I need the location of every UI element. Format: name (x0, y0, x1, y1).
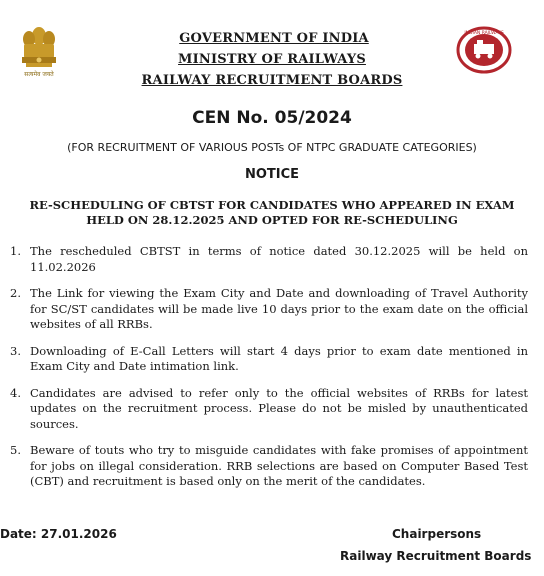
item-text: The rescheduled CBTST in terms of notice dated 30.12.2025 will be held on 11.02.2026 (30, 244, 528, 274)
item-text: Downloading of E-Call Letters will start 4 days prior to exam date mentioned in Exam City and Date intimation link. (30, 343, 528, 373)
emblem-caption: सत्यमेव जयते (24, 71, 54, 78)
signatory-title: Chairpersons (392, 527, 482, 541)
item-text: Candidates are advised to refer only to the official websites of RRBs for latest updates on the recruitment process. Please do not be misled by unauthenticated sources. (30, 385, 528, 431)
notice-title: NOTICE (244, 167, 300, 182)
rescheduling-title (14, 198, 530, 228)
header-ministry: MINISTRY OF RAILWAYS (178, 52, 366, 67)
item-number: 3. (10, 343, 21, 358)
item-text: Beware of touts who try to misguide candidates with fake promises of appointment for jobs on illegal consideration. RRB selections are based on Computer Based Test (CBT) and recruitment is based only on the merit of the candidates. (30, 443, 528, 488)
item-number: 5. (10, 443, 21, 457)
signatory-organization: Railway Recruitment Boards (340, 549, 532, 563)
item-number: 1. (10, 244, 21, 258)
header-government: GOVERNMENT OF INDIA (179, 31, 369, 46)
list-item (10, 244, 528, 275)
rescheduling-title-line2: HELD ON 28.12.2025 AND OPTED FOR RE-SCHEDULING (86, 213, 458, 227)
list-item (10, 344, 528, 375)
cen-number: CEN No. 05/2024 (192, 108, 352, 128)
logo-text: INDIAN RAILWAYS (464, 31, 504, 36)
notice-items (10, 244, 528, 501)
item-number: 4. (10, 385, 21, 400)
subtitle: (FOR RECRUITMENT OF VARIOUS POSTs OF NTPC GRADUATE CATEGORIES) (67, 141, 477, 154)
header-boards: RAILWAY RECRUITMENT BOARDS (141, 73, 403, 88)
item-number: 2. (10, 286, 21, 300)
notice-date: Date: 27.01.2026 (0, 527, 117, 541)
list-item (10, 386, 528, 433)
list-item (10, 443, 528, 490)
item-text: The Link for viewing the Exam City and Date and downloading of Travel Authority for SC/ST candidates will be made live 10 days prior to the exam date on the official websites of all RRBs. (30, 286, 528, 331)
rescheduling-title-line1: RE-SCHEDULING OF CBTST FOR CANDIDATES WHO APPEARED IN EXAM (29, 198, 515, 212)
header (0, 28, 544, 91)
list-item (10, 286, 528, 333)
